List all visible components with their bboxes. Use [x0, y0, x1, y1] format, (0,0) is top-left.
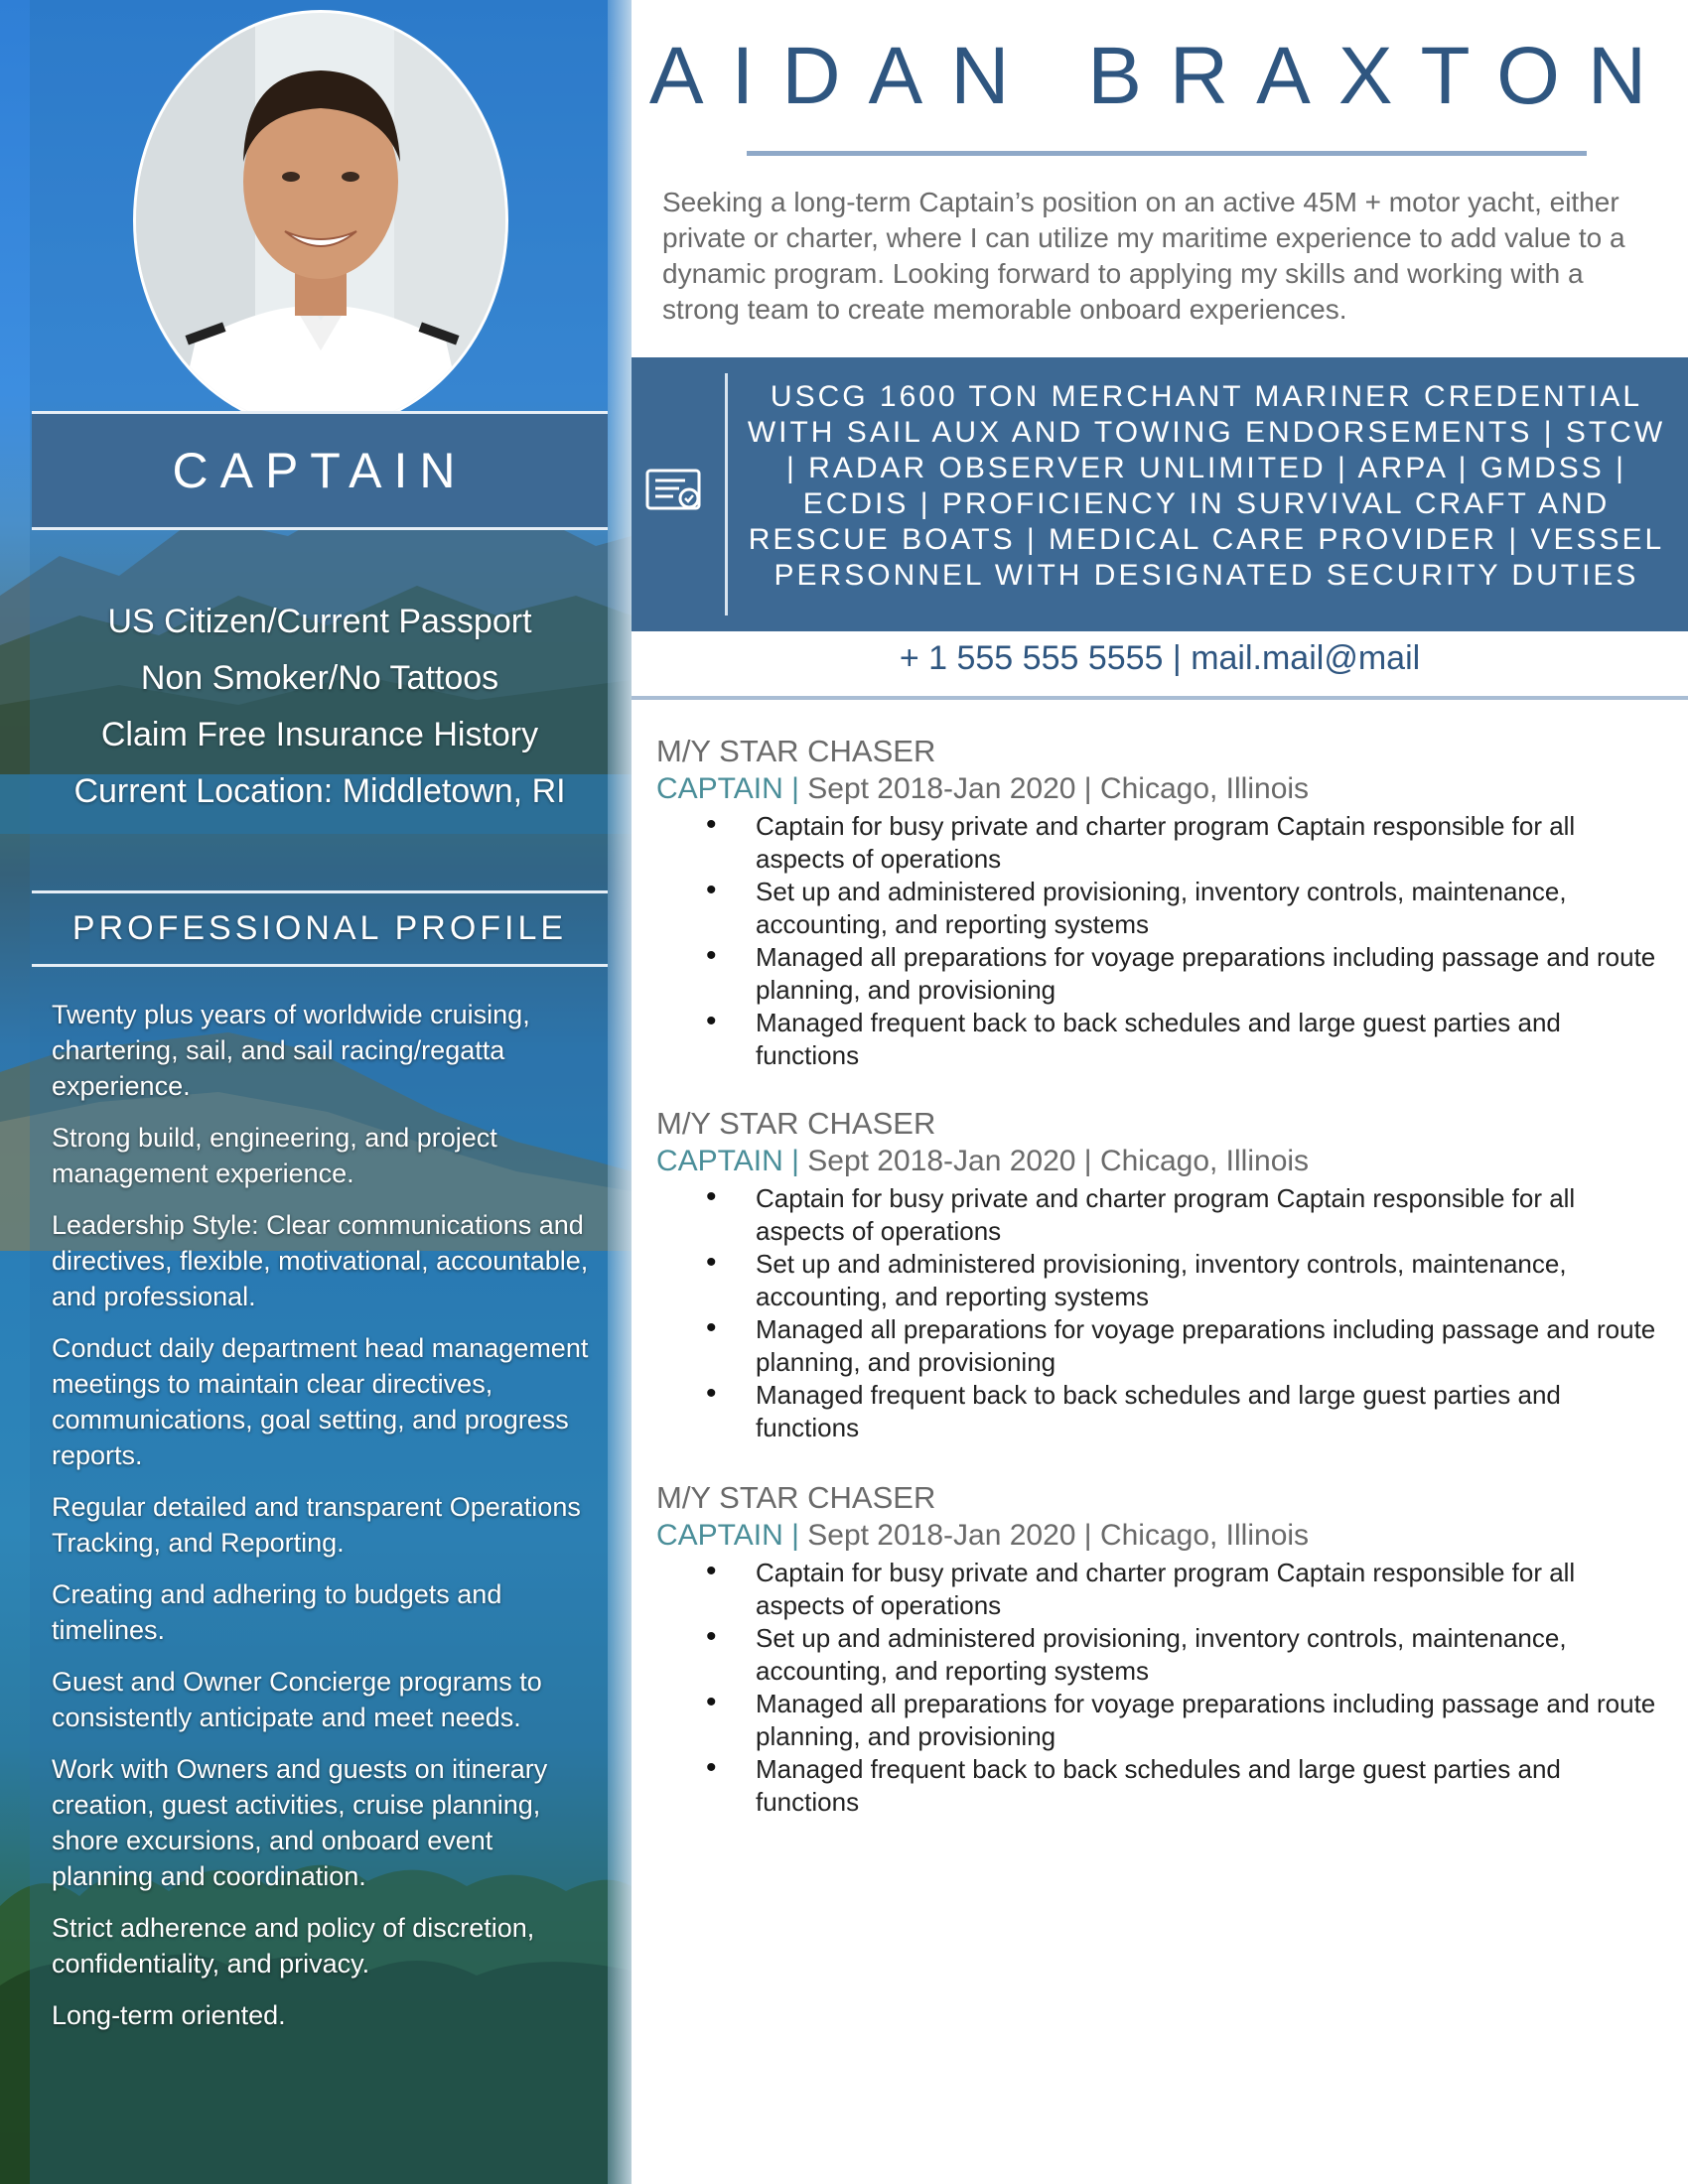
job-bullet: • Managed all preparations for voyage preparations including passage and route planning, and provisioning [756, 941, 1669, 1007]
job-bullet: • Managed frequent back to back schedules and large guest parties and functions [756, 1007, 1669, 1072]
profile-item: Work with Owners and guests on itinerary creation, guest activities, cruise planning, shore excursions, and onboard event planning and coordination. [52, 1754, 548, 1891]
vessel-name: M/Y STAR CHASER [656, 1480, 936, 1515]
job-bullet: • Set up and administered provisioning, inventory controls, maintenance, accounting, and reporting systems [756, 1248, 1669, 1313]
profile-item: Long-term oriented. [52, 2000, 286, 2030]
job-bullets [656, 1182, 1669, 1444]
profile-item: Creating and adhering to budgets and timelines. [52, 1579, 502, 1645]
profile-item: Conduct daily department head management meetings to maintain clear directives, communications, goal setting, and progress reports. [52, 1333, 589, 1470]
job-meta [656, 1517, 1669, 1555]
contact-info: + 1 555 555 5555 | mail.mail@mail [899, 639, 1421, 677]
certificate-icon [645, 467, 705, 514]
profile-item: Regular detailed and transparent Operations Tracking, and Reporting. [52, 1492, 581, 1558]
job-bullet: • Set up and administered provisioning, inventory controls, maintenance, accounting, and reporting systems [756, 1622, 1669, 1688]
job-bullet: • Captain for busy private and charter program Captain responsible for all aspects of operations [756, 1182, 1669, 1248]
credentials-text: USCG 1600 TON MERCHANT MARINER CREDENTIAL WITH SAIL AUX AND TOWING ENDORSEMENTS | STCW | RADAR OBSERVER UNLIMITED | ARPA | GMDSS | ECDIS | PROFICIENCY IN SURVIVAL CRAFT AND RESCUE BOATS | MEDICAL CARE PROVIDER | VESSEL PERSONNEL WITH DESIGNATED SECURITY DUTIES [747, 380, 1666, 592]
job-bullet: • Managed frequent back to back schedules and large guest parties and functions [756, 1379, 1669, 1444]
experience-entry [656, 733, 1669, 1072]
sidebar-edge [608, 0, 632, 2184]
job-bullet: • Captain for busy private and charter program Captain responsible for all aspects of operations [756, 1557, 1669, 1622]
job-role: CAPTAIN | [656, 1145, 799, 1177]
job-bullet: • Captain for busy private and charter program Captain responsible for all aspects of operations [756, 810, 1669, 876]
vessel-name: M/Y STAR CHASER [656, 1106, 936, 1141]
job-details: Sept 2018-Jan 2020 | Chicago, Illinois [798, 772, 1310, 805]
profile-item: Guest and Owner Concierge programs to consistently anticipate and meet needs. [52, 1667, 542, 1732]
job-meta [656, 1143, 1669, 1180]
fact-item: Claim Free Insurance History [100, 716, 539, 753]
job-bullet: • Managed frequent back to back schedules and large guest parties and functions [756, 1753, 1669, 1819]
profile-item: Strict adherence and policy of discretion, confidentiality, and privacy. [52, 1913, 535, 1979]
profile-item: Twenty plus years of worldwide cruising, chartering, sail, and sail racing/regatta experience. [52, 1000, 530, 1101]
job-bullets [656, 1557, 1669, 1819]
fact-item: US Citizen/Current Passport [107, 603, 532, 640]
profile-item: Strong build, engineering, and project management experience. [52, 1123, 497, 1188]
credentials-divider [725, 373, 728, 615]
profile-item: Leadership Style: Clear communications and directives, flexible, motivational, accountable, and professional. [52, 1210, 589, 1311]
profile-heading-band [32, 890, 608, 967]
profile-photo [133, 10, 508, 431]
job-bullet: • Managed all preparations for voyage preparations including passage and route planning, and provisioning [756, 1313, 1669, 1379]
contact-divider [632, 696, 1688, 700]
profile-list [52, 997, 596, 2049]
experience-entry [656, 1479, 1669, 1819]
job-role: CAPTAIN | [656, 1519, 799, 1552]
job-details: Sept 2018-Jan 2020 | Chicago, Illinois [798, 1145, 1310, 1177]
role-title-band [32, 411, 608, 530]
personal-facts [32, 594, 608, 820]
job-bullet: • Set up and administered provisioning, inventory controls, maintenance, accounting, and reporting systems [756, 876, 1669, 941]
candidate-name: AIDAN BRAXTON [648, 31, 1675, 121]
job-bullets [656, 810, 1669, 1072]
job-bullet: • Managed all preparations for voyage preparations including passage and route planning, and provisioning [756, 1688, 1669, 1753]
fact-item: Current Location: Middletown, RI [73, 772, 566, 810]
job-details: Sept 2018-Jan 2020 | Chicago, Illinois [798, 1519, 1310, 1552]
profile-heading: PROFESSIONAL PROFILE [71, 909, 568, 947]
fact-item: Non Smoker/No Tattoos [140, 659, 499, 697]
experience-entry [656, 1105, 1669, 1444]
job-meta [656, 770, 1669, 808]
role-title: CAPTAIN [172, 443, 468, 498]
job-role: CAPTAIN | [656, 772, 799, 805]
vessel-name: M/Y STAR CHASER [656, 734, 936, 768]
objective-statement: Seeking a long-term Captain’s position on an active 45M + motor yacht, either private or charter, where I can utilize my maritime experience to add value to a dynamic program. Looking forward to applying my skills and working with a strong team to create memorable onboard experiences. [662, 187, 1625, 325]
name-divider [747, 151, 1587, 156]
